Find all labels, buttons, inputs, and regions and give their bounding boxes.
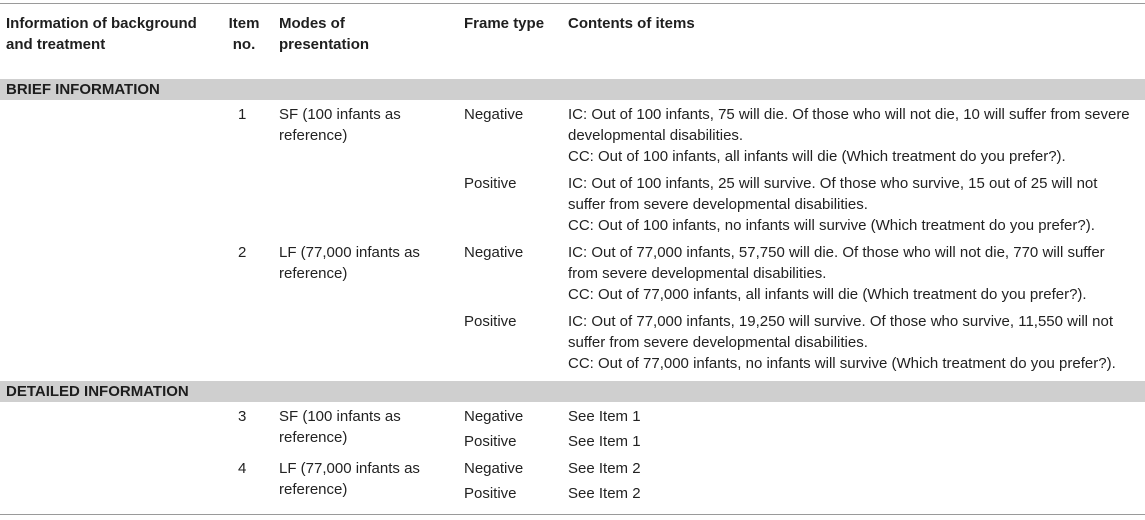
contents-cell: See Item 1 [568, 408, 641, 425]
contents-line: CC: Out of 77,000 infants, all infants will die (Which treatment do you prefer?). [568, 286, 1087, 303]
contents-line: CC: Out of 100 infants, no infants will survive (Which treatment do you prefer?). [568, 217, 1095, 234]
item-mode-line: reference) [279, 127, 348, 144]
contents-line: CC: Out of 100 infants, all infants will die (Which treatment do you prefer?). [568, 148, 1066, 165]
table-top-rule [0, 3, 1145, 4]
item-number: 2 [238, 244, 247, 261]
header-item-no [219, 13, 269, 55]
contents-cell: See Item 2 [568, 485, 641, 502]
contents-line: IC: Out of 100 infants, 75 will die. Of those who will not die, 10 will suffer from severe [568, 106, 1130, 123]
frame-type-cell: Positive [464, 433, 517, 450]
frame-type-cell: Positive [464, 485, 517, 502]
section-band-brief [0, 79, 1145, 100]
item-mode [279, 104, 401, 146]
item-mode-line: SF (100 infants as [279, 408, 401, 425]
header-background-line2: and treatment [6, 36, 106, 53]
item-number: 3 [238, 408, 247, 425]
item-mode-line: SF (100 infants as [279, 106, 401, 123]
contents-line: suffer from severe developmental disabilities. [568, 334, 868, 351]
contents-cell [568, 173, 1097, 236]
table-bottom-rule [0, 514, 1145, 515]
contents-cell: See Item 2 [568, 460, 641, 477]
item-mode-line: LF (77,000 infants as [279, 460, 420, 477]
section-band-detailed [0, 381, 1145, 402]
header-item-line2: no. [232, 36, 256, 53]
header-item-line1: Item [228, 15, 260, 32]
header-modes [279, 13, 369, 55]
contents-cell [568, 242, 1105, 305]
contents-cell [568, 311, 1116, 374]
item-mode-line: LF (77,000 infants as [279, 244, 420, 261]
contents-line: suffer from severe developmental disabilities. [568, 196, 868, 213]
frame-type-cell: Negative [464, 106, 524, 123]
item-number: 1 [238, 106, 247, 123]
header-background [6, 13, 197, 55]
item-mode-line: reference) [279, 481, 348, 498]
contents-line: CC: Out of 77,000 infants, no infants will survive (Which treatment do you prefer?). [568, 355, 1116, 372]
contents-line: IC: Out of 77,000 infants, 57,750 will die. Of those who will not die, 770 will suffer [568, 244, 1105, 261]
item-mode [279, 242, 420, 284]
item-number: 4 [238, 460, 247, 477]
contents-cell: See Item 1 [568, 433, 641, 450]
contents-cell [568, 104, 1130, 167]
header-modes-line2: presentation [279, 36, 370, 53]
frame-type-cell: Positive [464, 313, 517, 330]
item-mode-line: reference) [279, 265, 348, 282]
frame-type-cell: Negative [464, 460, 524, 477]
header-contents: Contents of items [568, 15, 695, 32]
contents-line: IC: Out of 77,000 infants, 19,250 will survive. Of those who survive, 11,550 will not [568, 313, 1114, 330]
item-mode [279, 458, 420, 500]
section-title-detailed: DETAILED INFORMATION [6, 383, 189, 400]
contents-line: IC: Out of 100 infants, 25 will survive. Of those who survive, 15 out of 25 will not [568, 175, 1098, 192]
header-frame-type: Frame type [464, 15, 545, 32]
section-title-brief: BRIEF INFORMATION [6, 81, 160, 98]
header-background-line1: Information of background [6, 15, 197, 32]
header-modes-line1: Modes of [279, 15, 345, 32]
frame-type-cell: Negative [464, 244, 524, 261]
frame-type-cell: Positive [464, 175, 517, 192]
item-mode [279, 406, 401, 448]
frame-type-cell: Negative [464, 408, 524, 425]
item-mode-line: reference) [279, 429, 348, 446]
contents-line: from severe developmental disabilities. [568, 265, 827, 282]
contents-line: developmental disabilities. [568, 127, 744, 144]
